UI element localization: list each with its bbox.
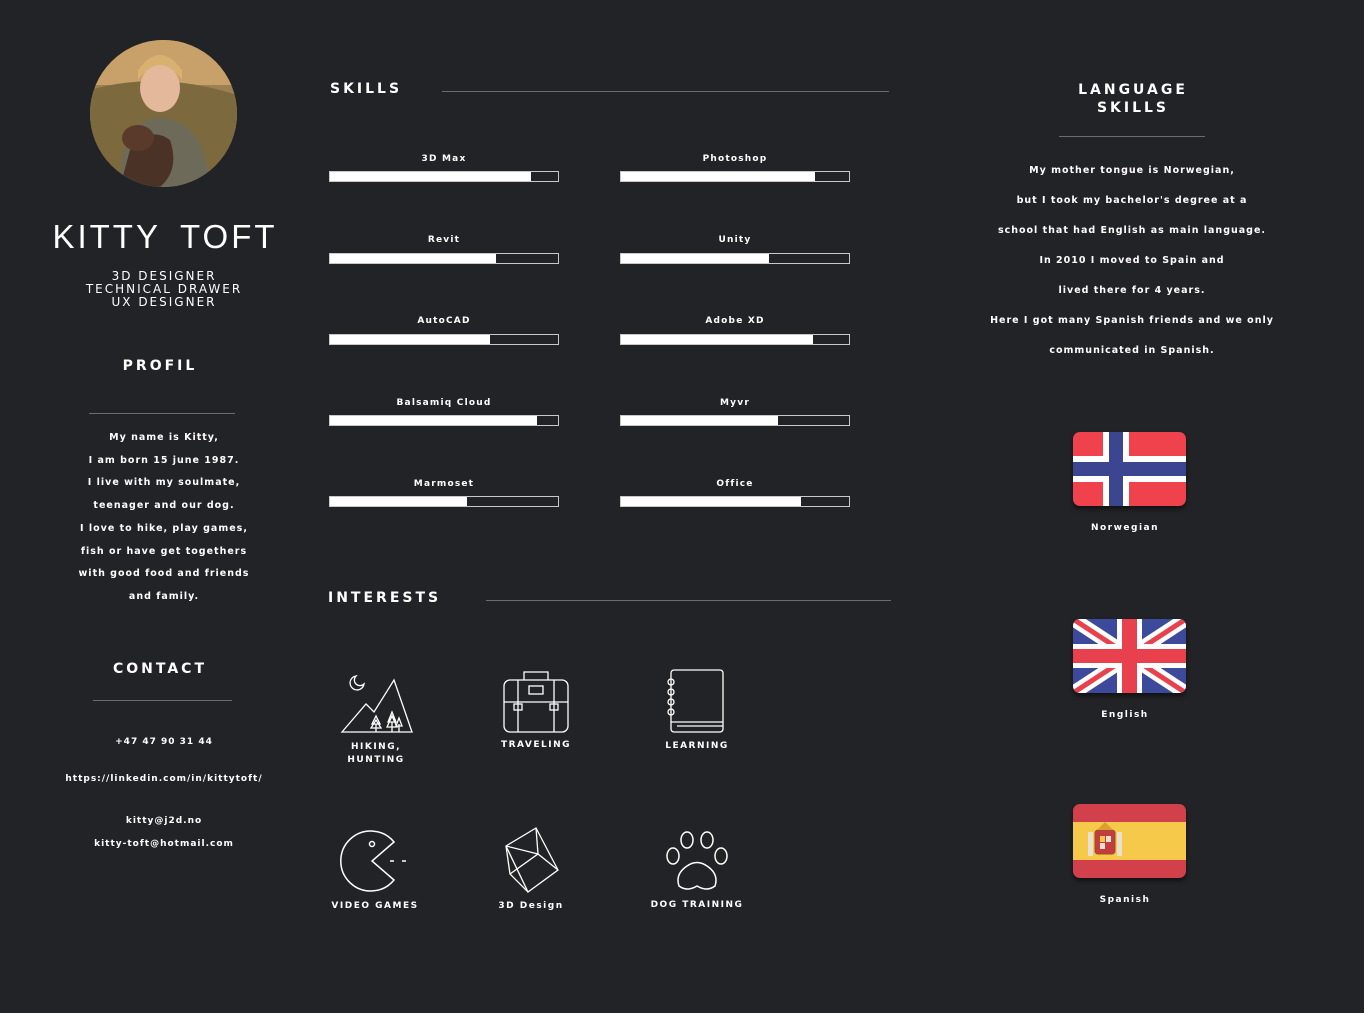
language-skills-heading: [1053, 81, 1213, 117]
skill-bar-fill: [621, 254, 769, 263]
skill-bar: [620, 496, 850, 507]
skill-label: Myvr: [720, 398, 750, 408]
interests-divider: [486, 600, 891, 601]
skill-label: Revit: [427, 235, 461, 245]
mountain-icon: [336, 666, 416, 736]
language-text: [972, 156, 1292, 366]
contact-email-link[interactable]: kitty@j2d.no: [125, 816, 203, 826]
interest-label-3d-design: 3D Design: [498, 901, 564, 911]
language-label-spanish: Spanish: [1099, 895, 1151, 905]
skill-bar: [329, 171, 559, 182]
first-name: KITTY: [52, 218, 161, 255]
language-line: communicated in Spanish.: [1049, 345, 1215, 356]
job-title: TECHNICAL DRAWER: [85, 282, 243, 296]
skill-label: Balsamiq Cloud: [396, 398, 492, 408]
skill-label: 3D Max: [421, 154, 467, 164]
skill-bar-fill: [621, 172, 815, 181]
skill-label: Adobe XD: [705, 316, 765, 326]
interest-label-video-games: VIDEO GAMES: [331, 901, 419, 911]
job-title: 3D DESIGNER: [111, 269, 217, 283]
person-with-dog-icon: [90, 40, 237, 187]
skill-label: Unity: [718, 235, 752, 245]
skill-bar-fill: [330, 254, 496, 263]
skill-bar: [329, 496, 559, 507]
book-icon: [657, 666, 737, 736]
contact-email-link[interactable]: kitty-toft@hotmail.com: [94, 839, 234, 849]
paw-icon: [657, 826, 737, 896]
job-title: UX DESIGNER: [111, 295, 217, 309]
skill-bar: [329, 253, 559, 264]
skill-bar: [329, 415, 559, 426]
skill-bar-fill: [621, 416, 778, 425]
interest-label-hiking: [321, 741, 431, 767]
pacman-icon: [336, 826, 416, 896]
language-line: school that had English as main language.: [997, 225, 1267, 236]
skills-heading: SKILLS: [330, 81, 403, 97]
profil-heading: PROFIL: [122, 358, 198, 374]
profil-line: and family.: [128, 590, 200, 602]
contact-phone[interactable]: +47 47 90 31 44: [115, 737, 213, 747]
language-line: lived there for 4 years.: [1058, 285, 1206, 296]
language-heading-line: SKILLS: [1096, 100, 1170, 116]
profil-line: I am born 15 june 1987.: [88, 454, 240, 466]
skill-bar-fill: [330, 497, 467, 506]
interest-label-traveling: TRAVELING: [500, 740, 572, 750]
contact-heading: CONTACT: [112, 661, 207, 677]
profil-line: fish or have get togethers: [80, 545, 248, 557]
language-label-norwegian: Norwegian: [1090, 523, 1160, 533]
language-line: but I took my bachelor's degree at a: [1016, 195, 1248, 206]
interest-label-dog-training: DOG TRAINING: [650, 900, 744, 910]
skill-bar: [620, 171, 850, 182]
profil-line: I love to hike, play games,: [80, 522, 248, 534]
language-line: In 2010 I moved to Spain and: [1039, 255, 1225, 266]
skill-bar-fill: [621, 497, 801, 506]
interest-label-learning: LEARNING: [665, 741, 729, 751]
norway-flag-icon: [1073, 432, 1186, 506]
profil-line: teenager and our dog.: [93, 500, 235, 512]
skill-bar: [620, 415, 850, 426]
interest-label-line: HIKING,: [350, 742, 402, 752]
full-name: [40, 218, 290, 256]
skill-bar-fill: [330, 335, 490, 344]
skill-bar-fill: [621, 335, 813, 344]
interests-heading: INTERESTS: [328, 590, 442, 606]
language-heading-line: LANGUAGE: [1078, 82, 1188, 98]
profil-text: [40, 427, 288, 609]
skill-bar: [620, 334, 850, 345]
skill-label: AutoCAD: [417, 316, 471, 326]
contact-divider: [93, 700, 232, 701]
job-titles: [40, 270, 288, 309]
profil-line: My name is Kitty,: [109, 432, 219, 443]
cube-icon: [492, 826, 572, 896]
interest-label-line: HUNTING: [347, 755, 405, 765]
profil-line: I live with my soulmate,: [87, 477, 241, 489]
skill-label: Office: [716, 479, 754, 489]
uk-flag-icon: [1073, 619, 1186, 693]
skill-label: Marmoset: [413, 479, 475, 489]
language-line: Here I got many Spanish friends and we only: [990, 315, 1274, 326]
skill-bar-fill: [330, 416, 537, 425]
profil-line: with good food and friends: [78, 568, 250, 580]
skill-bar: [329, 334, 559, 345]
suitcase-icon: [496, 666, 576, 736]
skill-label: Photoshop: [702, 154, 768, 164]
skill-bar-fill: [330, 172, 531, 181]
profil-divider: [89, 413, 235, 414]
contact-linkedin-link[interactable]: https://linkedin.com/in/kittytoft/: [65, 774, 263, 784]
skill-bar: [620, 253, 850, 264]
last-name: TOFT: [179, 218, 278, 255]
language-divider: [1059, 136, 1205, 137]
language-label-english: English: [1101, 710, 1149, 720]
spain-flag-icon: [1073, 804, 1186, 878]
skills-divider: [442, 91, 889, 92]
profile-photo: [90, 40, 237, 187]
language-line: My mother tongue is Norwegian,: [1029, 165, 1235, 176]
